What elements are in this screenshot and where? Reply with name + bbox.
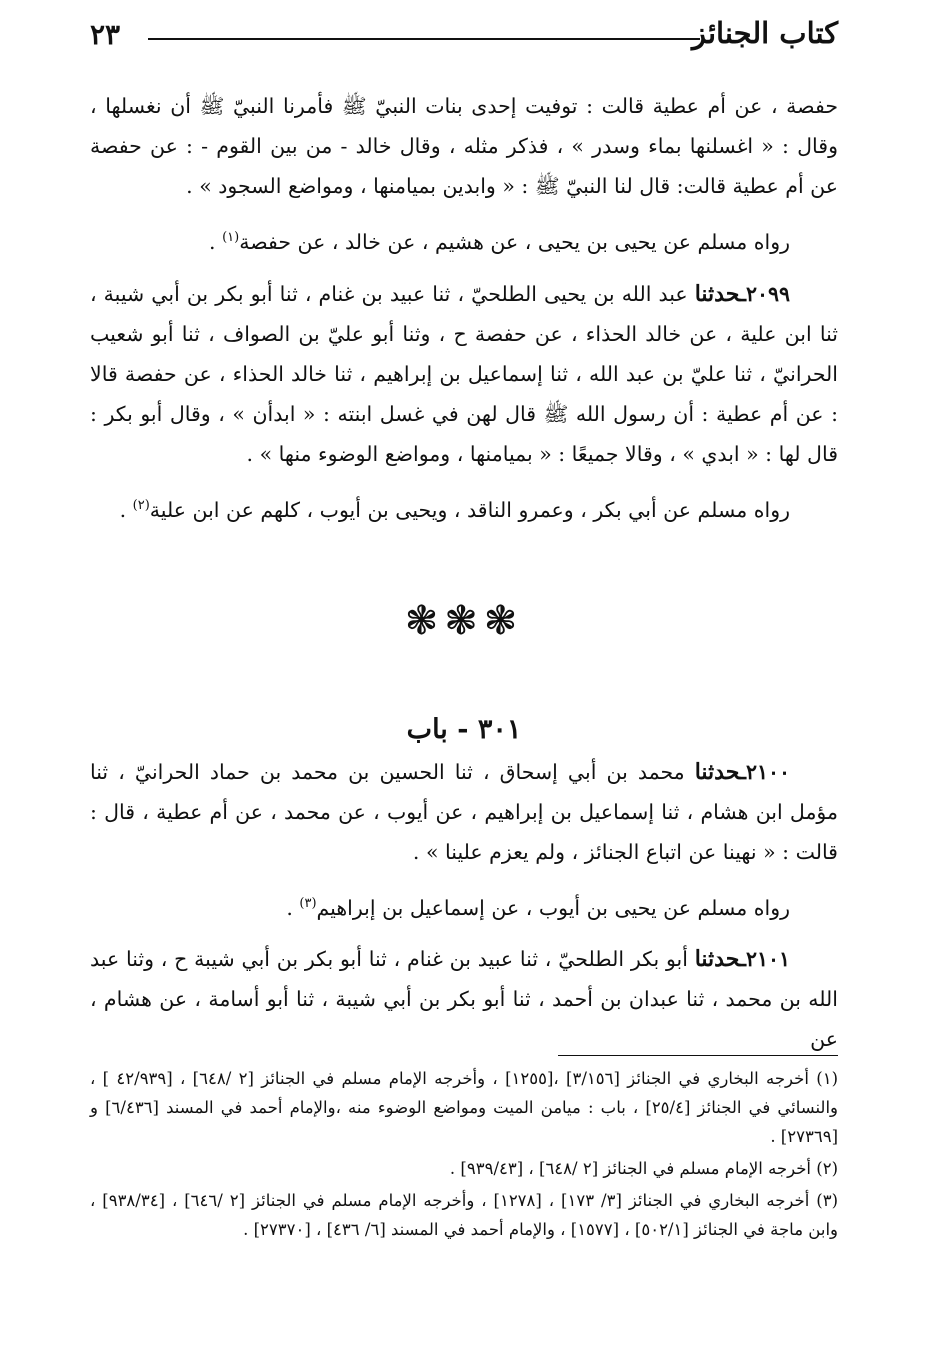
page-header xyxy=(90,14,838,58)
footnotes xyxy=(90,1064,838,1247)
hadith-number: ٢١٠١ـ xyxy=(739,947,790,972)
hadith-2101: ٢١٠١ـحدثنا أبو بكر الطلحيّ ، ثنا عبيد بن غنام ، ثنا أبو بكر بن أبي شيبة ح ، وثنا عبد الله بن محمد ، ثنا عبدان بن أحمد ، ثنا أبو بكر بن أبي شيبة ، ثنا أبو أسامة ، عن هشام ، عن xyxy=(90,946,838,1052)
page-number: ٢٣ xyxy=(90,18,121,51)
footnote-3: (٣) أخرجه البخاري في الجنائز [٣/ ١٧٣] ، [١٢٧٨] ، وأخرجه الإمام مسلم في الجنائز [٢ /٦٤٦] ، [٩٣٨/٣٤] ، وابن ماجة في الجنائز [٥٠٢/١] ، [١٥٧٧] ، والإمام أحمد في المسند [٦/ ٤٣٦] ، [٢٧٣٧٠] . xyxy=(90,1191,838,1239)
haddathana-word: حدثنا xyxy=(694,280,740,307)
footnote-ref[interactable]: (٢) xyxy=(132,497,150,513)
riwayah-line: رواه مسلم عن أبي بكر ، وعمرو الناقد ، ويحيى بن أيوب ، كلهم عن ابن علية$^{(٢)}$ . xyxy=(119,497,790,522)
haddathana-word: حدثنا xyxy=(694,758,740,785)
riwayah-line: رواه مسلم عن يحيى بن يحيى ، عن هشيم ، عن خالد ، عن حفصة$^{(١)}$ . xyxy=(209,229,790,254)
footnote-ref[interactable]: (١) xyxy=(222,230,240,245)
footnote-ref[interactable]: (٣) xyxy=(299,895,317,911)
section-divider: ❃❃❃ xyxy=(404,597,524,644)
hadith-number: ٢٠٩٩ـ xyxy=(739,281,790,306)
paragraph-continuation: حفصة ، عن أم عطية قالت : توفيت إحدى بنات النبيّ ﷺ فأمرنا النبيّ ﷺ أن نغسلها ، وقال : « اغسلنها بماء وسدر » ، فذكر مثله ، وقال خالد - من بين القوم - : عن حفصة عن أم عطية قالت: قال لنا النبيّ ﷺ : « وابدين بميامنها ، ومواضع السجود » . xyxy=(90,94,838,198)
hadith-2099: ٢٠٩٩ـحدثنا عبد الله بن يحيى الطلحيّ ، ثنا عبيد بن غنام ، ثنا أبو بكر بن أبي شيبة ، ثنا ابن علية ، عن خالد الحذاء ، عن حفصة ح ، وثنا أبو عليّ بن الصواف ، ثنا أبو شعيب الحرانيّ ، ثنا عليّ بن عبد الله ، ثنا إسماعيل بن إبراهيم ، ثنا خالد الحذاء ، عن حفصة قالا : عن أم عطية : أن رسول الله ﷺ قال لهن في غسل ابنته : « ابدأن » ، وقال أبو بكر : قال لها : « ابدي » ، وقالا جميعًا : « بميامنها ، ومواضع الوضوء منها » . xyxy=(90,280,838,466)
haddathana-word: حدثنا xyxy=(694,946,740,973)
hadith-number: ٢١٠٠ـ xyxy=(739,759,790,784)
footnote-rule xyxy=(558,1055,838,1056)
running-title: كتاب الجنائز xyxy=(691,16,838,50)
header-rule xyxy=(148,38,700,40)
footnote-2: (٢) أخرجه الإمام مسلم في الجنائز [٢ /٦٤٨] ، [٩٣٩/٤٣] . xyxy=(449,1159,838,1178)
hadith-2100: ٢١٠٠ـحدثنا محمد بن أبي إسحاق ، ثنا الحسين بن محمد بن حماد الحرانيّ ، ثنا مؤمل ابن هشام ، ثنا إسماعيل بن إبراهيم ، عن أيوب ، عن محمد ، عن أم عطية ، قال : قالت : « نهينا عن اتباع الجنائز ، ولم يعزم علينا » . xyxy=(90,758,838,864)
main-text xyxy=(90,86,838,1059)
riwayah-line: رواه مسلم عن يحيى بن أيوب ، عن إسماعيل بن إبراهيم$^{(٣)}$ . xyxy=(286,895,790,920)
footnote-1: (١) أخرجه البخاري في الجنائز [٣/١٥٦] ،[١٢٥٥] ، وأخرجه الإمام مسلم في الجنائز [٢ /٦٤٨] ، [٤٢/٩٣٩ ] ، والنسائي في الجنائز [٢٥/٤] ، باب : ميامن الميت ومواضع الوضوء منه ،والإمام أحمد في المسند [٦/٤٣٦] و [٢٧٣٦٩] . xyxy=(90,1069,838,1146)
chapter-heading: ٣٠١ - باب xyxy=(406,713,522,745)
